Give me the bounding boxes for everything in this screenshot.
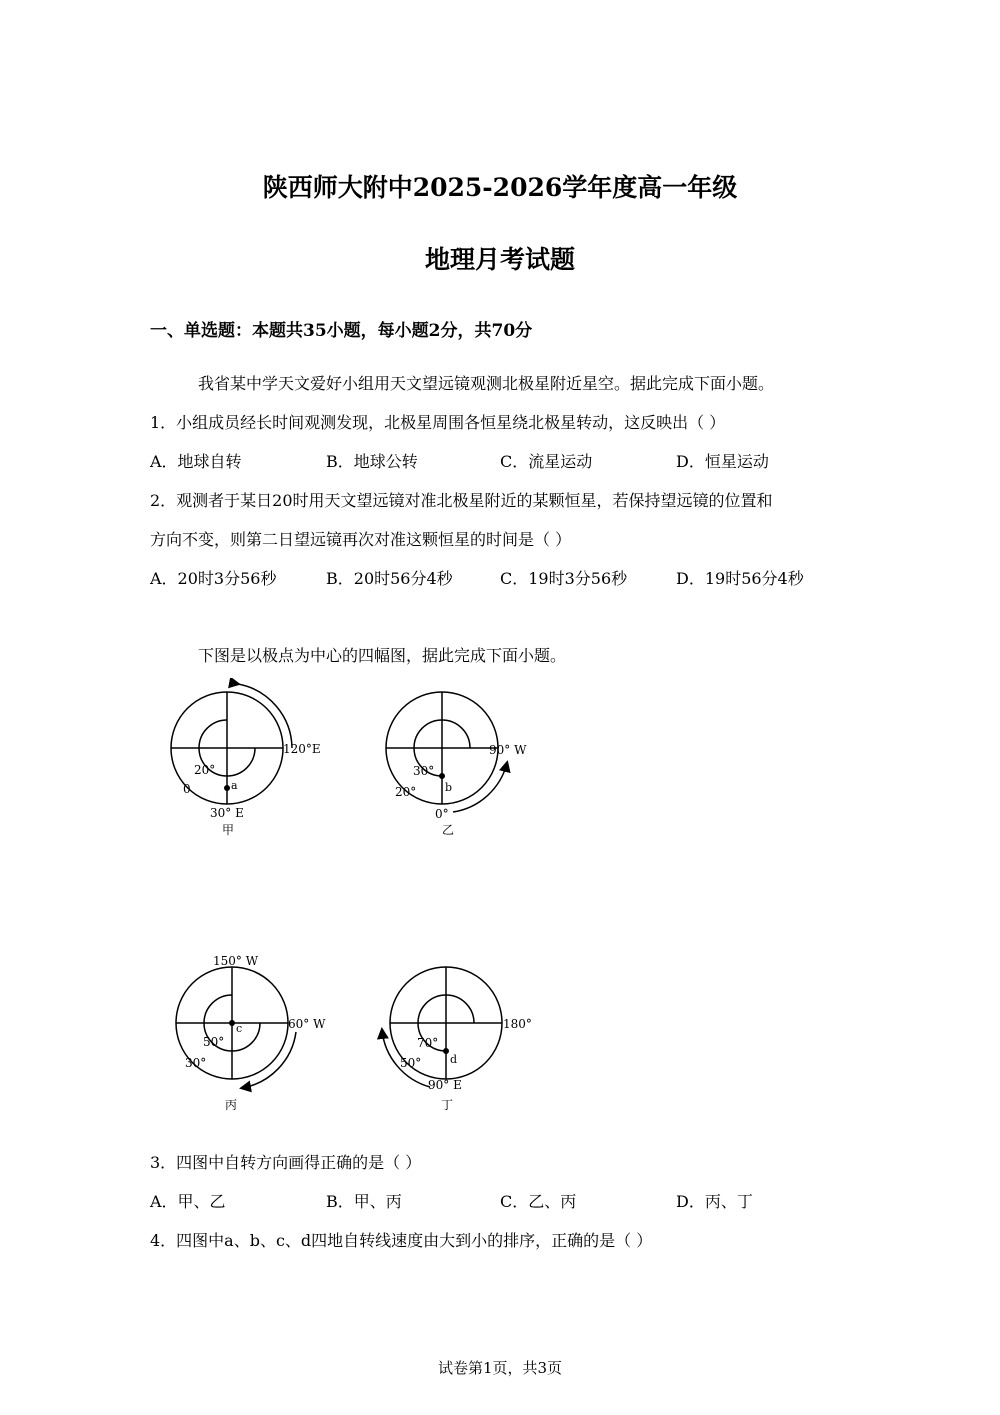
label-20deg: 20° xyxy=(194,763,216,777)
caption-ding: 丁 xyxy=(441,1098,454,1112)
label-30e: 30° E xyxy=(210,806,244,820)
caption-jia: 甲 xyxy=(222,823,235,837)
point-c xyxy=(229,1020,235,1026)
q2-option-a: A．20时3分56秒 xyxy=(150,569,277,588)
figure-bing xyxy=(170,950,350,1120)
label-50deg: 50° xyxy=(203,1035,225,1049)
question-3-stem: 3．四图中自转方向画得正确的是（ ） xyxy=(150,1153,422,1172)
q1-option-d: D．恒星运动 xyxy=(676,452,769,471)
label-b: b xyxy=(445,781,453,794)
rotation-arrow xyxy=(238,684,292,748)
q3-option-c: C．乙、丙 xyxy=(500,1192,577,1211)
caption-yi: 乙 xyxy=(442,823,455,837)
label-50deg: 50° xyxy=(400,1056,422,1070)
label-0deg: 0° xyxy=(435,807,449,821)
figure-ding xyxy=(370,950,550,1120)
label-180: 180° xyxy=(503,1017,532,1031)
q1-option-a: A．地球自转 xyxy=(150,452,242,471)
exam-title-line2: 地理月考试题 xyxy=(424,245,575,274)
question-1-stem: 1．小组成员经长时间观测发现，北极星周围各恒星绕北极星转动，这反映出（ ） xyxy=(150,413,726,432)
question-2-stem-line1: 2．观测者于某日20时用天文望远镜对准北极星附近的某颗恒星，若保持望远镜的位置和 xyxy=(150,491,773,510)
question-4-stem: 4．四图中a、b、c、d四地自转线速度由大到小的排序，正确的是（ ） xyxy=(150,1231,653,1250)
label-a: a xyxy=(231,779,238,792)
label-c: c xyxy=(236,1022,243,1035)
q3-option-a: A．甲、乙 xyxy=(150,1192,226,1211)
q3-option-b: B．甲、丙 xyxy=(326,1192,402,1211)
figure-jia xyxy=(160,678,340,843)
point-b xyxy=(439,773,445,779)
question-2-stem-line2: 方向不变，则第二日望远镜再次对准这颗恒星的时间是（ ） xyxy=(150,530,572,549)
label-30deg: 30° xyxy=(185,1056,207,1070)
label-120e: 120°E xyxy=(283,742,321,756)
q3-option-d: D．丙、丁 xyxy=(676,1192,753,1211)
section-heading: 一、单选题：本题共35小题，每小题2分，共70分 xyxy=(150,321,533,341)
label-90e: 90° E xyxy=(428,1078,462,1092)
group2-intro: 下图是以极点为中心的四幅图，据此完成下面小题。 xyxy=(198,646,567,665)
page-footer: 试卷第1页，共3页 xyxy=(437,1359,563,1377)
label-70deg: 70° xyxy=(417,1036,439,1050)
q1-option-c: C．流星运动 xyxy=(500,452,593,471)
group1-intro: 我省某中学天文爱好小组用天文望远镜观测北极星附近星空。据此完成下面小题。 xyxy=(198,374,775,393)
q2-option-c: C．19时3分56秒 xyxy=(500,569,628,588)
label-30deg: 30° xyxy=(413,764,435,778)
label-d: d xyxy=(450,1053,458,1066)
label-20deg: 20° xyxy=(395,785,417,799)
q2-option-d: D．19时56分4秒 xyxy=(676,569,804,588)
label-150w: 150° W xyxy=(213,954,259,968)
point-d xyxy=(443,1048,449,1054)
label-60w: 60° W xyxy=(288,1017,326,1031)
figure-yi xyxy=(375,678,555,843)
point-a xyxy=(224,785,230,791)
label-0: 0 xyxy=(183,782,191,796)
rotation-arrow xyxy=(242,1032,296,1088)
q1-option-b: B．地球公转 xyxy=(326,452,418,471)
rotation-arrow xyxy=(453,763,507,812)
q2-option-b: B．20时56分4秒 xyxy=(326,569,453,588)
caption-bing: 丙 xyxy=(225,1098,238,1112)
label-90w: 90° W xyxy=(489,743,527,757)
exam-title-line1: 陕西师大附中2025-2026学年度高一年级 xyxy=(262,173,738,202)
